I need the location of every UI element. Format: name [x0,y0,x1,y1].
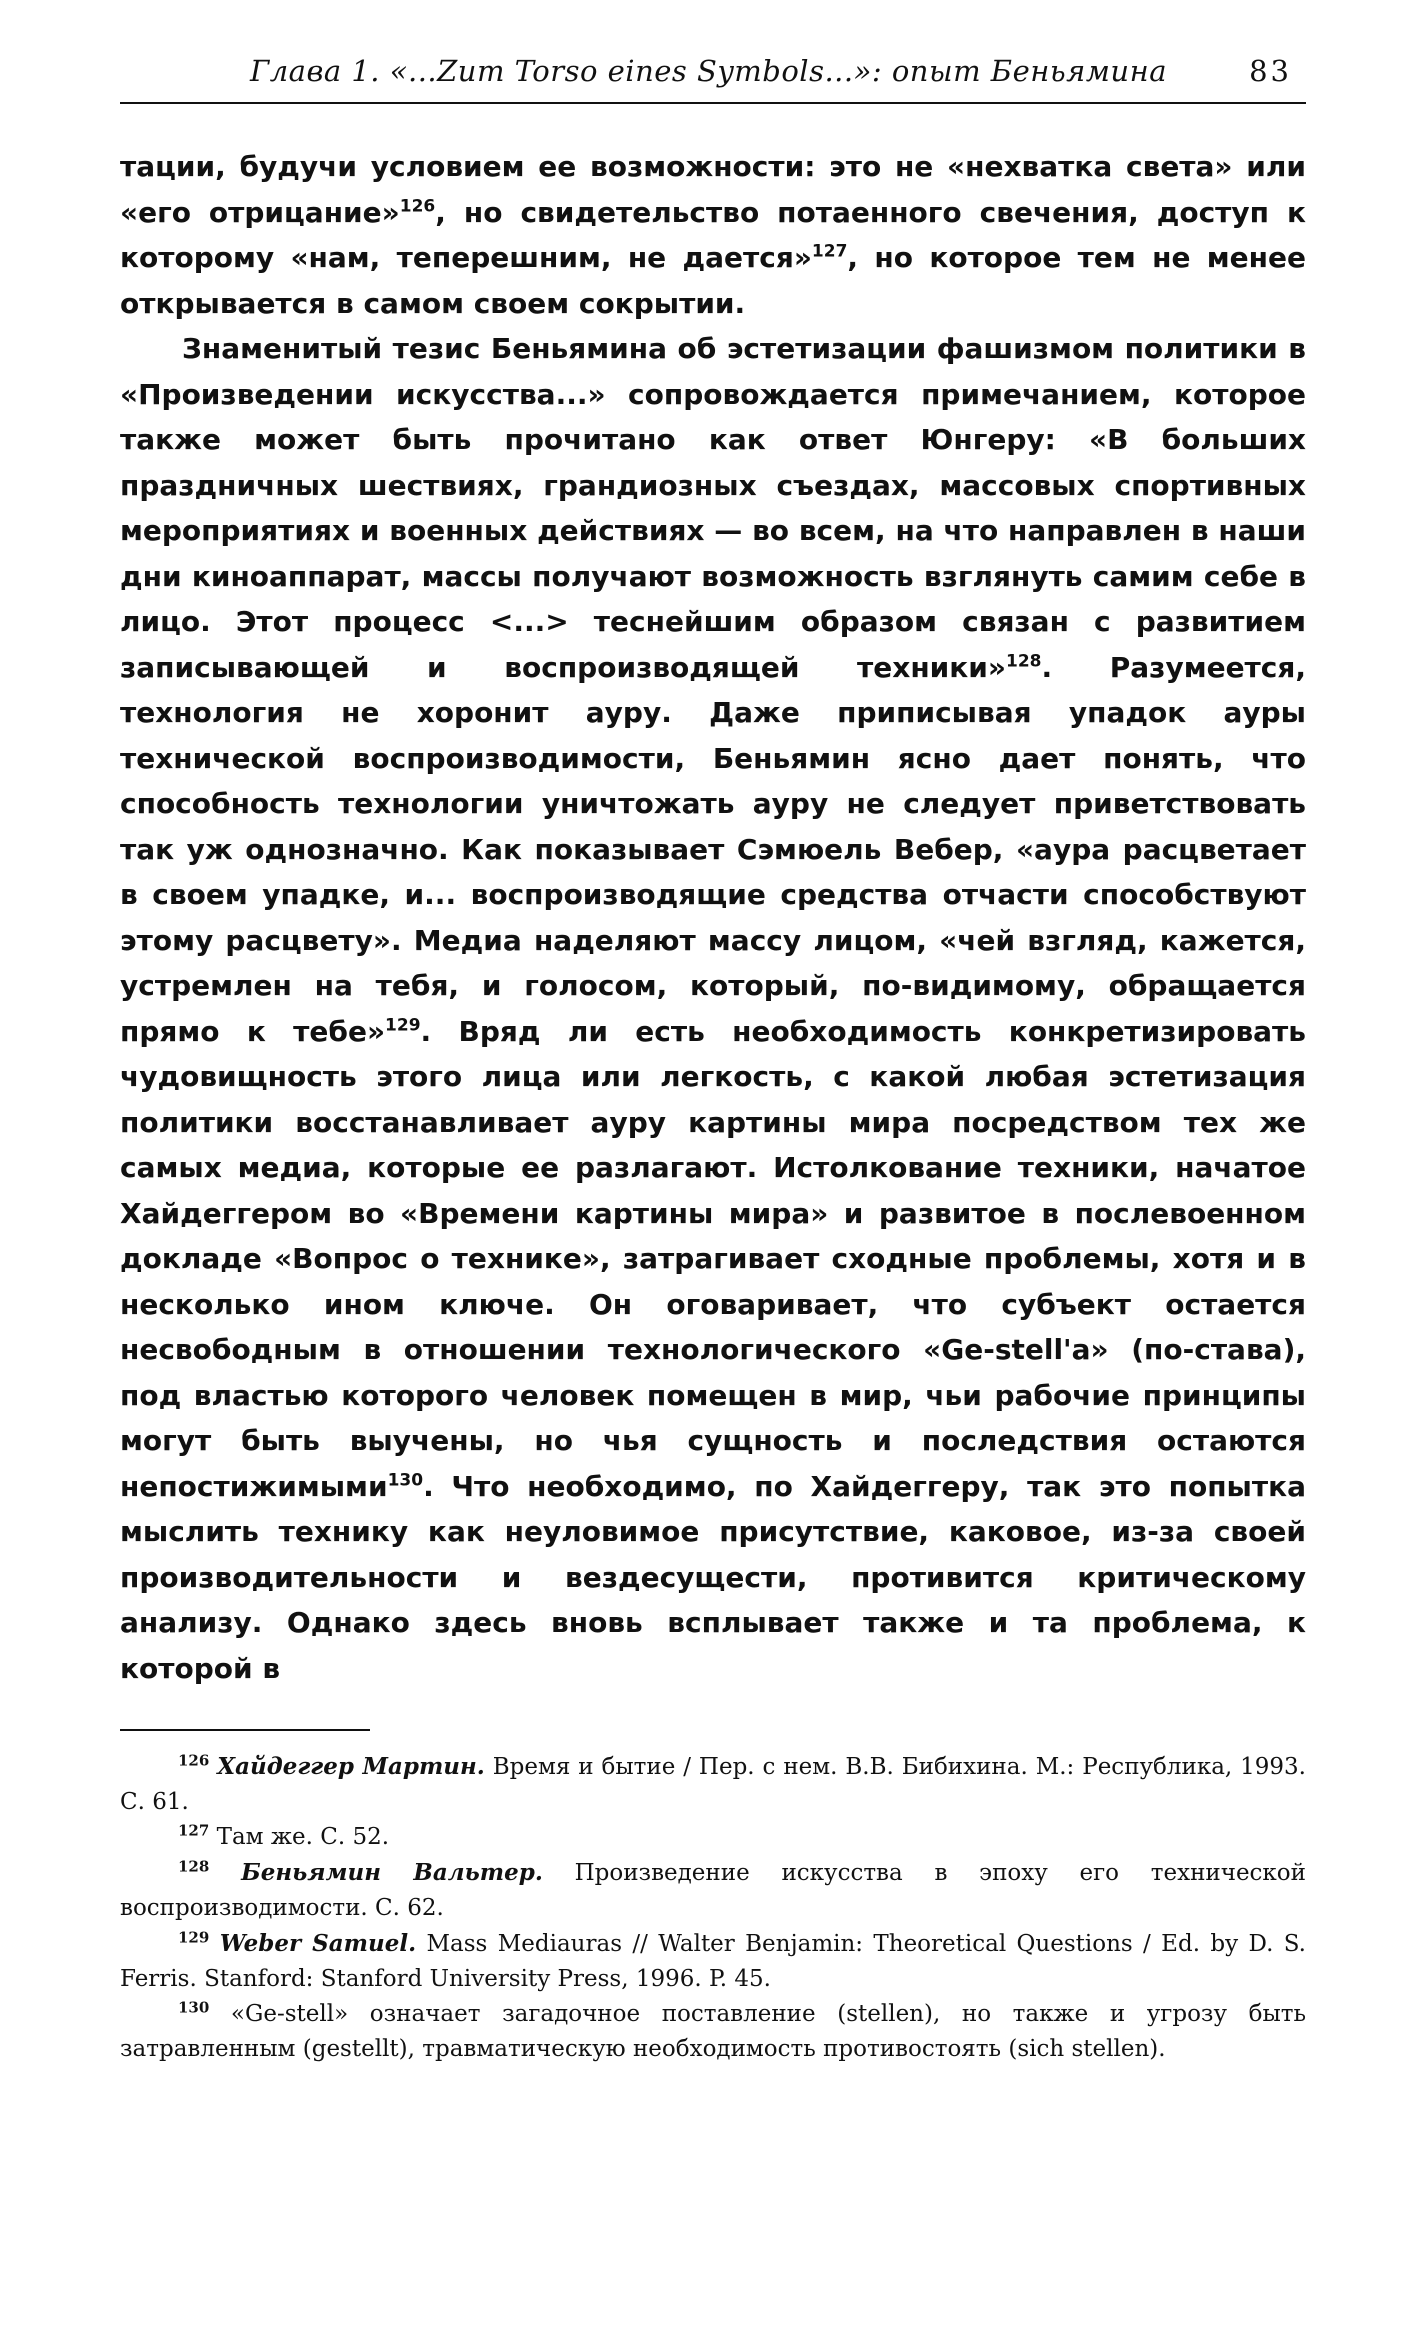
paragraph-2 [120,326,1306,1691]
text-span: тации, будучи условием ее возможности: это не «нехватка света» или «его отрицание» [120,150,1306,229]
footnote-divider [120,1729,370,1731]
running-header [120,40,1306,104]
chapter-title: Глава 1. «...Zum Torso eines Symbols...»: опыт Беньямина [250,54,1167,88]
text-span: . Вряд ли есть необходимость конкретизировать чудовищность этого лица или легкость, с какой любая эстетизация политики восстанавливает ауру картины мира посредством тех же самых медиа, которые ее разлагают. Истолкование техники, начатое Хайдеггером во «Времени картины мира» и развитое в послевоенном докладе «Вопрос о технике», затрагивает сходные проблемы, хотя и в несколько ином ключе. Он оговаривает, что субъект остается несвободным в отношении технологического «Ge-stell'a» (по-става), под властью которого человек помещен в мир, чьи рабочие принципы могут быть выучены, но чья сущность и последствия остаются непостижимыми [120,1014,1306,1503]
footnote-author: Хайдеггер Мартин. [217,1753,485,1780]
footnote-author: Беньямин Вальтер. [241,1859,543,1886]
text-span: Знаменитый тезис Беньямина об эстетизации фашизмом политики в «Произведении искусства...» сопровождается примечанием, которое также может быть прочитано как ответ Юнгеру: «В больших праздничных шествиях, грандиозных съездах, массовых спортивных мероприятиях и военных действиях — во всем, на что направлен в наши дни киноаппарат, массы получают возможность взглянуть самим себе в лицо. Этот процесс <...> теснейшим образом связан с развитием записывающей и воспроизводящей техники» [120,332,1306,684]
footnote-number: 127 [178,1821,210,1840]
text-span: , но которое тем не менее открывается в самом своем сокрытии. [120,241,1307,320]
footnote [120,1820,1306,1855]
footnotes [120,1749,1306,2067]
footnote-ref: 130 [387,1470,424,1491]
footnote-ref: 127 [811,241,848,262]
footnote [120,1749,1306,1820]
footnote-text: «Ge-stell» означает загадочное поставление (stellen), но также и угрозу быть затравленным (gestellt), травматическую необходимость противостоять (sich stellen). [120,2001,1306,2062]
paragraph-1 [120,144,1306,326]
footnote-text: Там же. С. 52. [209,1824,390,1850]
text-span: , но свидетельство потаенного свечения, доступ к которому «нам, теперешним, не дается» [120,195,1306,274]
footnote-text: Произведение искусства в эпоху его технической воспроизводимости. С. 62. [120,1860,1306,1921]
page-number: 83 [1249,54,1292,88]
footnote-number: 130 [178,1998,210,2017]
footnote-ref: 128 [1006,651,1042,672]
footnote-number: 129 [178,1928,210,1947]
footnote-text: Mass Mediauras // Walter Benjamin: Theoretical Questions / Ed. by D. S. Ferris. Stanford: Stanford University Press, 1996. P. 45. [120,1931,1306,1992]
main-text [120,144,1306,1691]
footnote-ref: 129 [385,1015,421,1036]
footnote-text: Время и бытие / Пер. с нем. В.В. Бибихина. М.: Республика, 1993. С. 61. [120,1754,1306,1815]
footnote-number: 126 [178,1751,210,1770]
footnote-author: Weber Samuel. [219,1930,417,1957]
text-span: . Разумеется, технология не хоронит ауру. Даже приписывая упадок ауры технической воспроизводимости, Беньямин ясно дает понять, что способность технологии уничтожать ауру не следует приветствовать так уж однозначно. Как показывает Сэмюель Вебер, «аура расцветает в своем упадке, и... воспроизводящие средства отчасти способствуют этому расцвету». Медиа наделяют массу лицом, «чей взгляд, кажется, устремлен на тебя, и голосом, который, по-видимому, обращается прямо к тебе» [120,650,1307,1048]
footnote [120,1997,1306,2067]
footnote [120,1926,1306,1997]
footnote-ref: 126 [399,196,436,217]
book-page [120,40,1306,2304]
footnote-number: 128 [178,1857,210,1876]
footnote [120,1855,1306,1926]
text-span: . Что необходимо, по Хайдеггеру, так это попытка мыслить технику как неуловимое присутствие, каковое, из-за своей производительности и вездесущести, противится критическому анализу. Однако здесь вновь всплывает также и та проблема, к которой в [120,1469,1306,1685]
